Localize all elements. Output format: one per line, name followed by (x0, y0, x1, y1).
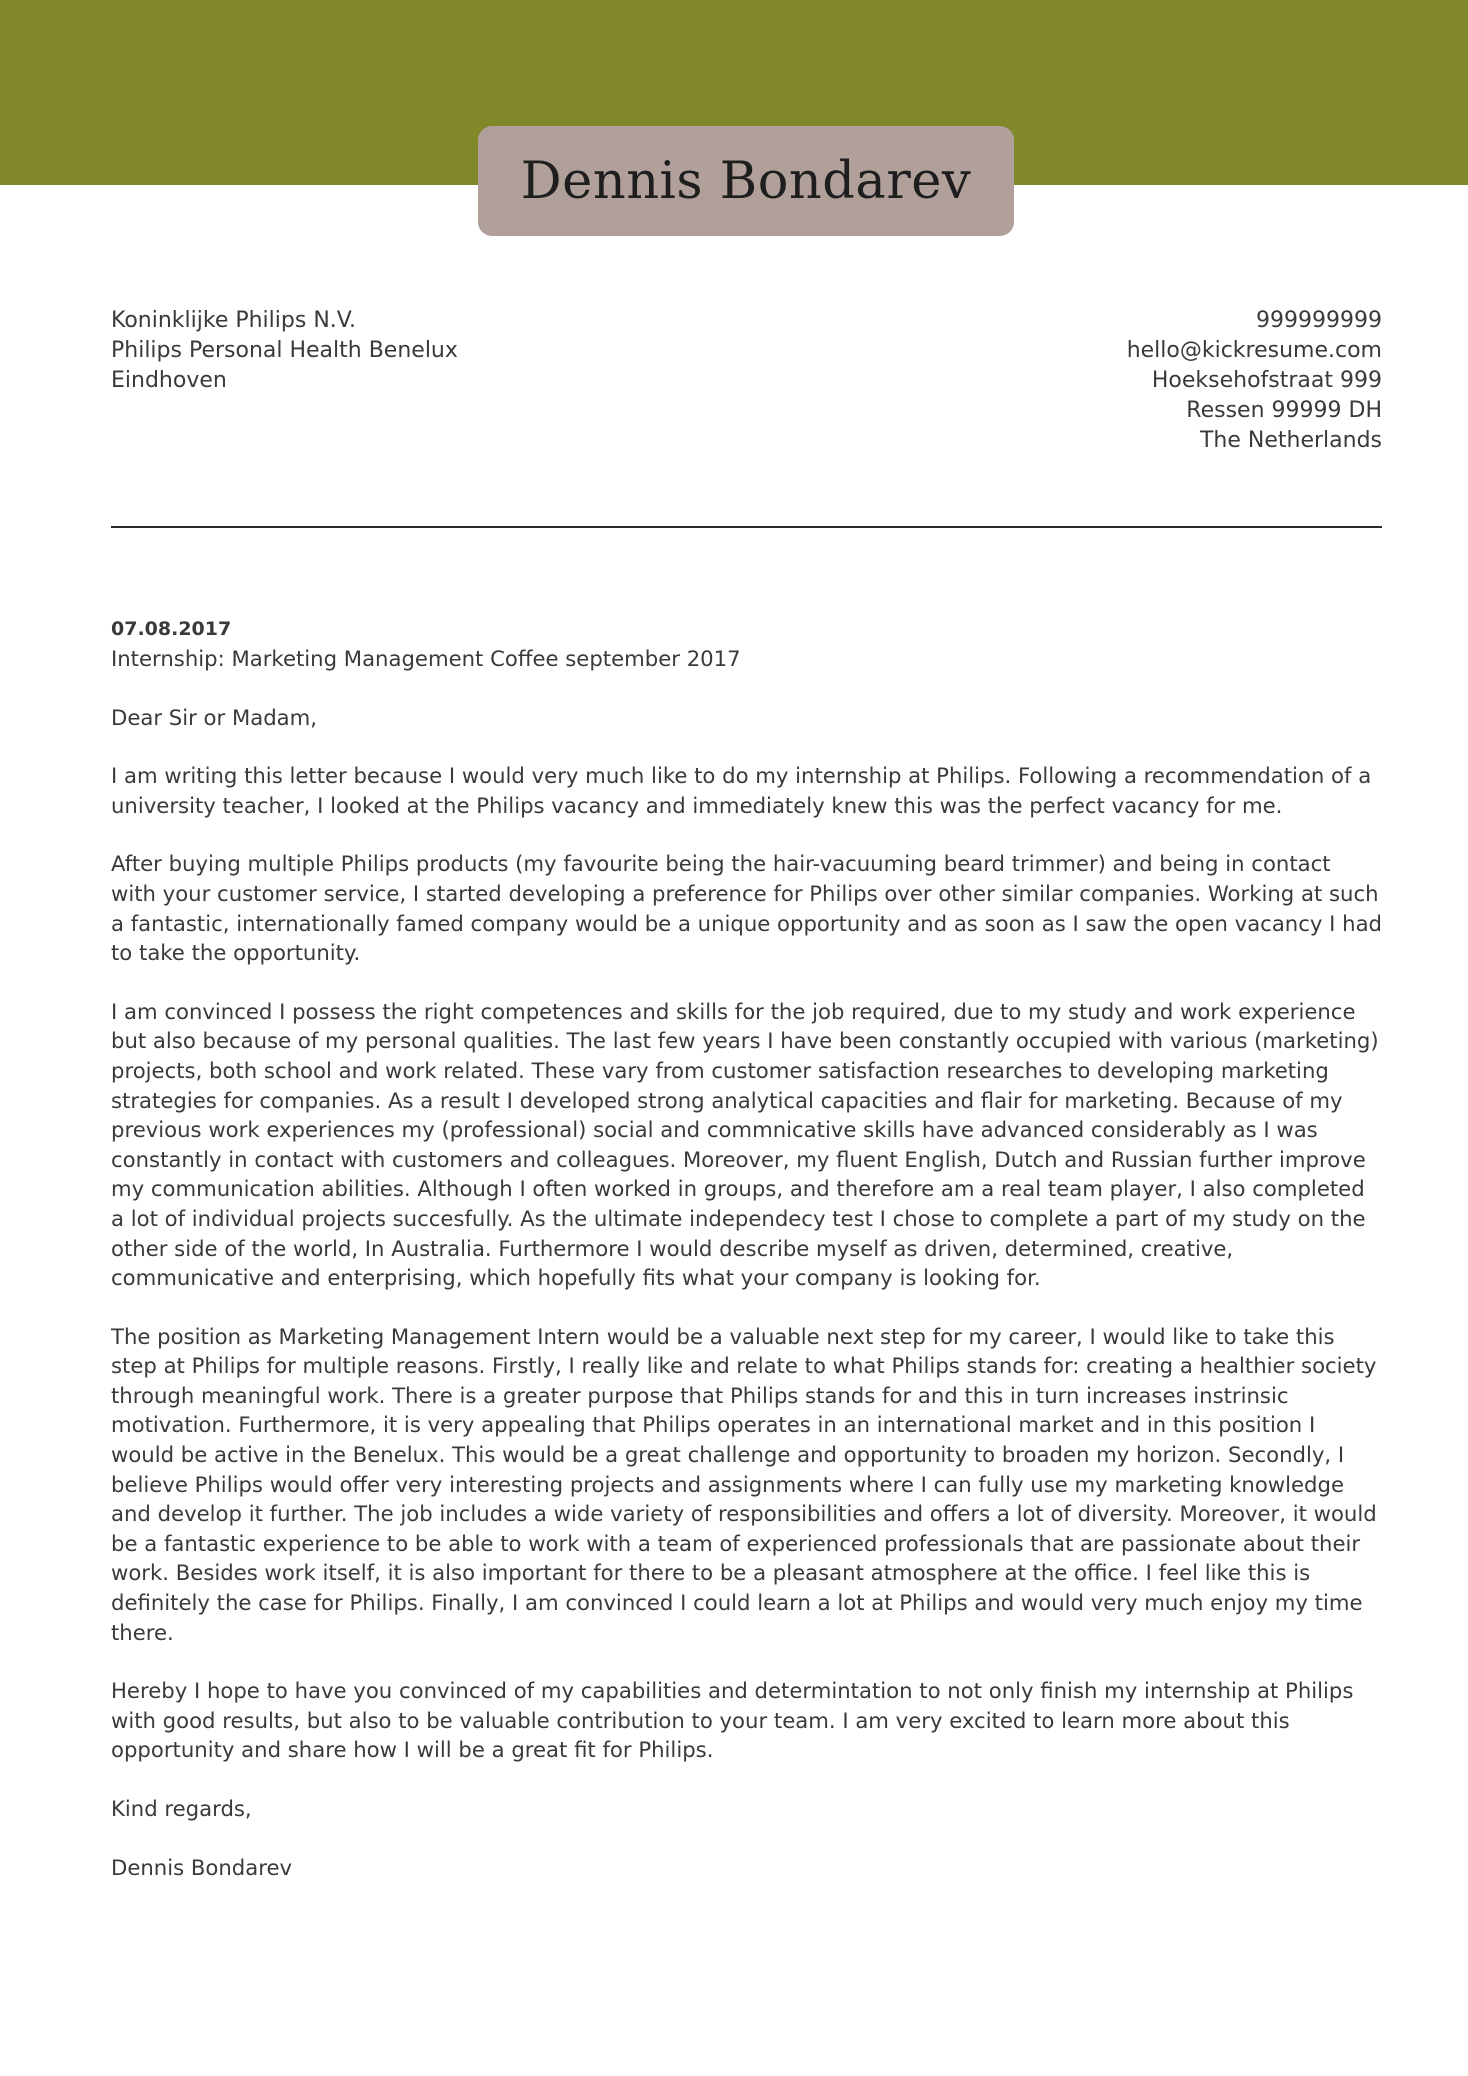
letter-closing: Kind regards, (111, 1796, 252, 1821)
sender-email: hello@kickresume.com (1126, 338, 1382, 363)
sender-contact (1127, 306, 1382, 456)
letter-body (111, 616, 1382, 1911)
applicant-name: Dennis Bondarev (520, 151, 972, 211)
sender-phone: 999999999 (1256, 308, 1382, 333)
recipient-company: Koninklijke Philips N.V. (111, 308, 356, 333)
letter-paragraph-1: I am writing this letter because I would very much like to do my internship at Philips. Following a recommendation of a university teacher, I looked at the Philips vacancy and immediately knew this was the perfect vacancy for me. (111, 763, 1372, 818)
name-plate (478, 126, 1014, 236)
letter-salutation: Dear Sir or Madam, (111, 704, 318, 730)
recipient-department: Philips Personal Health Benelux (111, 338, 458, 363)
recipient-city: Eindhoven (111, 368, 227, 393)
sender-street: Hoeksehofstraat 999 (1151, 368, 1382, 393)
sender-country: The Netherlands (1199, 428, 1382, 453)
section-divider (111, 526, 1382, 528)
letter-paragraph-2: After buying multiple Philips products (my favourite being the hair-vacuuming beard trimmer) and being in contact with your customer service, I started developing a preference for Philips over other similar companies. Working at such a fantastic, internationally famed company would be a unique opportunity and as soon as I saw the open vacancy I had to take the opportunity. (111, 851, 1383, 966)
recipient-address (111, 306, 458, 396)
letter-paragraph-5: Hereby I hope to have you convinced of my capabilities and determintation to not only finish my internship at Philips with good results, but also to be valuable contribution to your team. I am very excited to learn more about this opportunity and share how I will be a great fit for Philips. (111, 1678, 1354, 1763)
letter-paragraph-4: The position as Marketing Management Intern would be a valuable next step for my career, I would like to take this step at Philips for multiple reasons. Firstly, I really like and relate to what Philips stands for: creating a healthier society through meaningful work. There is a greater purpose that Philips stands for and this in turn increases instrinsic motivation. Furthermore, it is very appealing that Philips operates in an international market and in this position I would be active in the Benelux. This would be a great challenge and opportunity to broaden my horizon. Secondly, I believe Philips would offer very interesting projects and assignments where I can fully use my marketing knowledge and develop it further. The job includes a wide variety of responsibilities and offers a lot of diversity. Moreover, it would be a fantastic experience to be able to work with a team of experienced professionals that are passionate about their work. Besides work itself, it is also important for there to be a pleasant atmosphere at the office. I feel like this is definitely the case for Philips. Finally, I am convinced I could learn a lot at Philips and would very much enjoy my time there. (111, 1323, 1377, 1645)
letter-paragraph-3: I am convinced I possess the right competences and skills for the job required, due to my study and work experience but also because of my personal qualities. The last few years I have been constantly occupied with various (marketing) projects, both school and work related. These vary from customer satisfaction researches to developing marketing strategies for companies. As a result I developed strong analytical capacities and flair for marketing. Because of my previous work experiences my (professional) social and commnicative skills have advanced considerably as I was constantly in contact with customers and colleagues. Moreover, my fluent English, Dutch and Russian further improve my communication abilities. Although I often worked in groups, and therefore am a real team player, I also completed a lot of individual projects succesfully. As the ultimate independecy test I chose to complete a part of my study on the other side of the world, In Australia. Furthermore I would describe myself as driven, determined, creative, communicative and enterprising, which hopefully fits what your company is looking for. (111, 998, 1379, 1291)
letter-signature: Dennis Bondarev (111, 1854, 293, 1880)
sender-city: Ressen 99999 DH (1186, 398, 1382, 423)
letter-date: 07.08.2017 (111, 618, 232, 640)
letter-subject: Internship: Marketing Management Coffee september 2017 (111, 646, 741, 671)
